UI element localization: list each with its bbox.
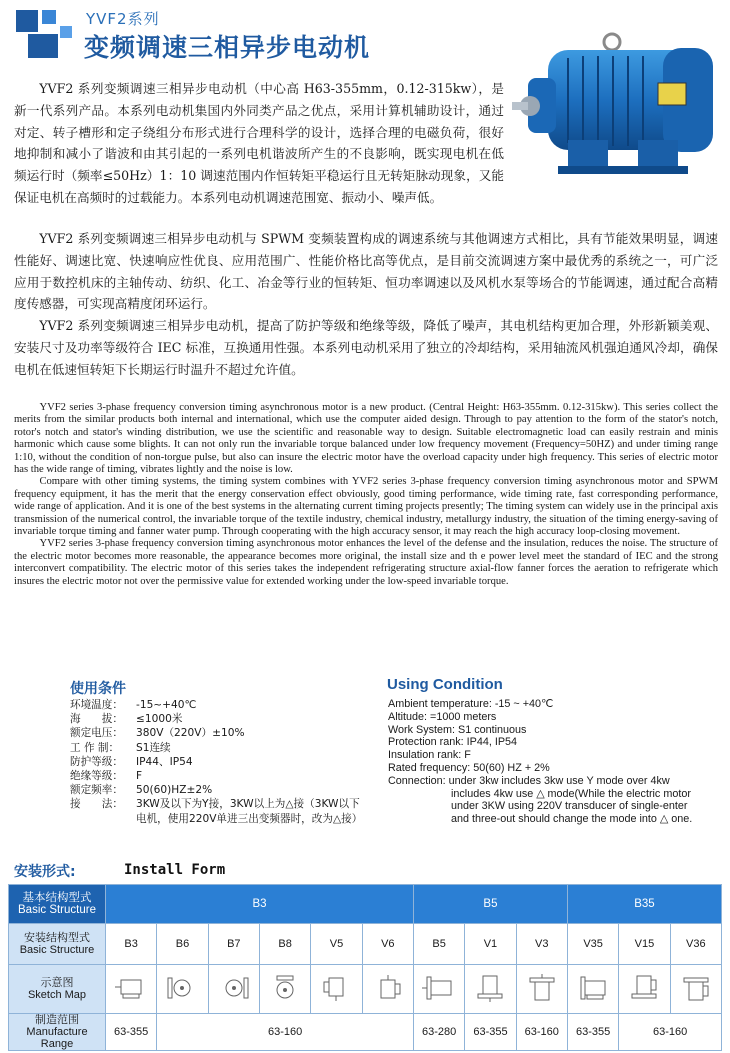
sketch-cell (157, 965, 208, 1014)
motor-sketch-icon (421, 974, 457, 1002)
en-paragraph-1: YVF2 series 3-phase frequency conversion timing asynchronous motor is a new product. (Central Height: H63-355mm. 0.12-315kw). This series collect the merits from the similar products both internal and international, which use the computer aided design. Through to pay attention to the form of the stator's notch, rotor's notch and stator's winding distribution, we use the scientific and reasonable way to design. Suitable electromagnetic load can easily restrain and minis harmonic which cause some blights. It can not only run the invariable torque balanced under low frequency movement (Frequency=50HZ) and under timing range 1:10, without the condition of non-torgue pulse, but also can insure the electric motor have the overload capacity under high frequency. This series of electric motor has the wide range of timing, vibrates lightly and the noise is low. (14, 402, 718, 476)
header-cell: 示意图 Sketch Map (9, 965, 106, 1014)
table-row (9, 965, 722, 1014)
cn-paragraph-2: YVF2 系列变频调速三相异步电动机与 SPWM 变频装置构成的调速系统与其他调速方式相比，具有节能效果明显，调速性能好、调速比宽、快速响应性优良、应用范围广、性能价格比高等优点，是目前交流调速方案中最优秀的系统之一，可广泛应用于数控机床的主轴传动、纺织、化工、冶金等行业的恒转矩、恒功率调速以及风机水泵等场合的节能调速，通过配合高精度传感器，可实现高精度闭环运行。 (14, 231, 718, 312)
page-title: 变频调速三相异步电动机 (84, 33, 371, 62)
header-cell: 安装结构型式 Basic Structure (9, 924, 106, 965)
group-cell: B5 (413, 885, 567, 924)
motor-sketch-icon (164, 974, 200, 1002)
cn-paragraph-3: YVF2 系列变频调速三相异步电动机，提高了防护等级和绝缘等级，降低了噪声，其电机结构更加合理，外形新颖美观、安装尺寸及功率等级符合 IEC 标准，互换通用性强。本系列电动机采用了独立的冷却结构，采用轴流风机强迫通风冷却，确保电机在低速恒转矩下长期运行时温升不超过允许值。 (14, 318, 718, 377)
install-form-table (8, 884, 722, 1051)
type-cell: V1 (465, 924, 516, 965)
condition-line: Rated frequency: 50(60) HZ + 2% (388, 761, 550, 774)
sketch-cell (106, 965, 157, 1014)
sketch-cell (516, 965, 567, 1014)
range-cell: 63-160 (157, 1014, 414, 1051)
sketch-cell (259, 965, 310, 1014)
condition-line: includes 4kw use △ mode(While the electric motor under 3KW using 220V transducer of single-enter and three-out should change the mode into △ one. (451, 787, 693, 826)
install-title-cn: 安装形式: (14, 864, 76, 880)
conditions-title-cn: 使用条件 (70, 681, 126, 697)
range-cell: 63-355 (567, 1014, 618, 1051)
motor-image (508, 28, 726, 183)
group-cell: B3 (106, 885, 414, 924)
motor-sketch-icon (216, 974, 252, 1002)
motor-sketch-icon (575, 974, 611, 1002)
sketch-cell (362, 965, 413, 1014)
motor-sketch-icon (267, 974, 303, 1002)
type-cell: V36 (670, 924, 721, 965)
table-row (9, 1014, 722, 1051)
sketch-cell (413, 965, 464, 1014)
sketch-cell (208, 965, 259, 1014)
group-cell: B35 (567, 885, 721, 924)
type-cell: B6 (157, 924, 208, 965)
condition-row: 绝缘等级： F (70, 770, 143, 783)
sketch-cell (670, 965, 721, 1014)
motor-sketch-icon (472, 974, 508, 1002)
type-cell: B7 (208, 924, 259, 965)
range-cell: 63-160 (516, 1014, 567, 1051)
condition-row: 海 拔： ≤1000米 (70, 713, 183, 726)
condition-row: 防护等级： IP44、IP54 (70, 755, 193, 768)
range-cell: 63-280 (413, 1014, 464, 1051)
range-cell: 63-160 (619, 1014, 722, 1051)
condition-line: Protection rank: IP44, IP54 (388, 736, 518, 749)
conditions-list-en (388, 698, 708, 826)
range-cell: 63-355 (106, 1014, 157, 1051)
motor-sketch-icon (626, 974, 662, 1002)
series-name: YVF2系列 (86, 10, 160, 28)
header-cell: 制造范围 Manufacture Range (9, 1014, 106, 1051)
header-cell: 基本结构型式 Basic Structure (9, 885, 106, 924)
sketch-cell (465, 965, 516, 1014)
sketch-cell (619, 965, 670, 1014)
company-logo (14, 8, 74, 60)
type-cell: V6 (362, 924, 413, 965)
range-cell: 63-355 (465, 1014, 516, 1051)
condition-row: 接 法： 3KW及以下为Y接，3KW以上为△接（3KW以下电机，使用220V单进三出变频器时，改为△接） (70, 798, 363, 825)
en-paragraph-2: Compare with other timing systems, the timing system combines with YVF2 series 3-phase frequency conversion timing asynchronous motor and SPWM frequency equipment, it has the merit that the energy conservation effect obviously, good timing performance, wide timing rate, fast corresponding performance, wide range of application. And it is one of the best systems in the alternating current timing projects presently; The timing system can widely use in the principal axis transmission of the numerical control, the invariable torque of the textile industry, chemical industry, metallurgy industry, the situation of the timing energy-saving of invariable torque timing and fanner water pump. Through cooperating with the high accuracy sensor, it may reach the high accuracy loop-closing movement. (14, 476, 718, 538)
sketch-cell (311, 965, 362, 1014)
conditions-title-en: Using Condition (387, 676, 503, 693)
cn-paragraph-1: YVF2 系列变频调速三相异步电动机（中心高 H63-355mm，0.12-315kw），是新一代系列产品。本系列电动机集国内外同类产品之优点，采用计算机辅助设计，通过对定、转子槽形和定子绕组分布形式进行合理科学的设计，选择合理的电磁负荷，很好地抑制和减小了谐波和由其引起的一系列电机谐波所产生的不良影响，既实现电机在低频运行时（频率≤50Hz）1：10 调速范围内作恒转矩平稳运行且无转矩脉动现象，又能保证电机在高频时的过载能力。本系列电动机调速范围宽、振动小、噪声低。 (14, 81, 504, 205)
table-row (9, 885, 722, 924)
condition-line: Connection: under 3kw includes 3kw use Y mode over 4kw (388, 774, 670, 787)
type-cell: B5 (413, 924, 464, 965)
type-cell: V5 (311, 924, 362, 965)
motor-sketch-icon (318, 974, 354, 1002)
motor-sketch-icon (370, 974, 406, 1002)
condition-row: 额定频率： 50(60)HZ±2% (70, 784, 213, 797)
condition-row: 环境温度： -15~+40℃ (70, 699, 197, 711)
condition-line: Ambient temperature: -15 ~ +40℃ (388, 698, 554, 710)
motor-sketch-icon (113, 974, 149, 1002)
sketch-cell (567, 965, 618, 1014)
condition-line: Altitude: =1000 meters (388, 710, 497, 723)
type-cell: B3 (106, 924, 157, 965)
condition-line: Insulation rank: F (388, 749, 471, 762)
condition-row: 工 作 制： S1连续 (70, 741, 171, 754)
type-cell: V35 (567, 924, 618, 965)
english-description (14, 402, 718, 588)
type-cell: B8 (259, 924, 310, 965)
condition-line: Work System: S1 continuous (388, 723, 527, 736)
conditions-list-cn (70, 698, 370, 826)
type-cell: V3 (516, 924, 567, 965)
motor-sketch-icon (524, 974, 560, 1002)
table-row (9, 924, 722, 965)
en-paragraph-3: YVF2 series 3-phase frequency conversion timing asynchronous motor enhances the level of the defense and the insulation, reduces the noise. The structure of the electric motor becomes more reasonable, the appearance becomes more original, the install size and th e power level meet the standard of IEC and the strong interconvert compatibility. The electric motor of this series takes the independent refrigerating structure axial-flow fanner forces the aeration to refrigerate which insures the electric motor not over the permissive value for extended working under the low-speed invariable torque. (14, 538, 718, 587)
motor-sketch-icon (678, 974, 714, 1002)
type-cell: V15 (619, 924, 670, 965)
install-title-en: Install Form (124, 862, 226, 878)
condition-row: 额定电压： 380V（220V）±10% (70, 727, 245, 740)
